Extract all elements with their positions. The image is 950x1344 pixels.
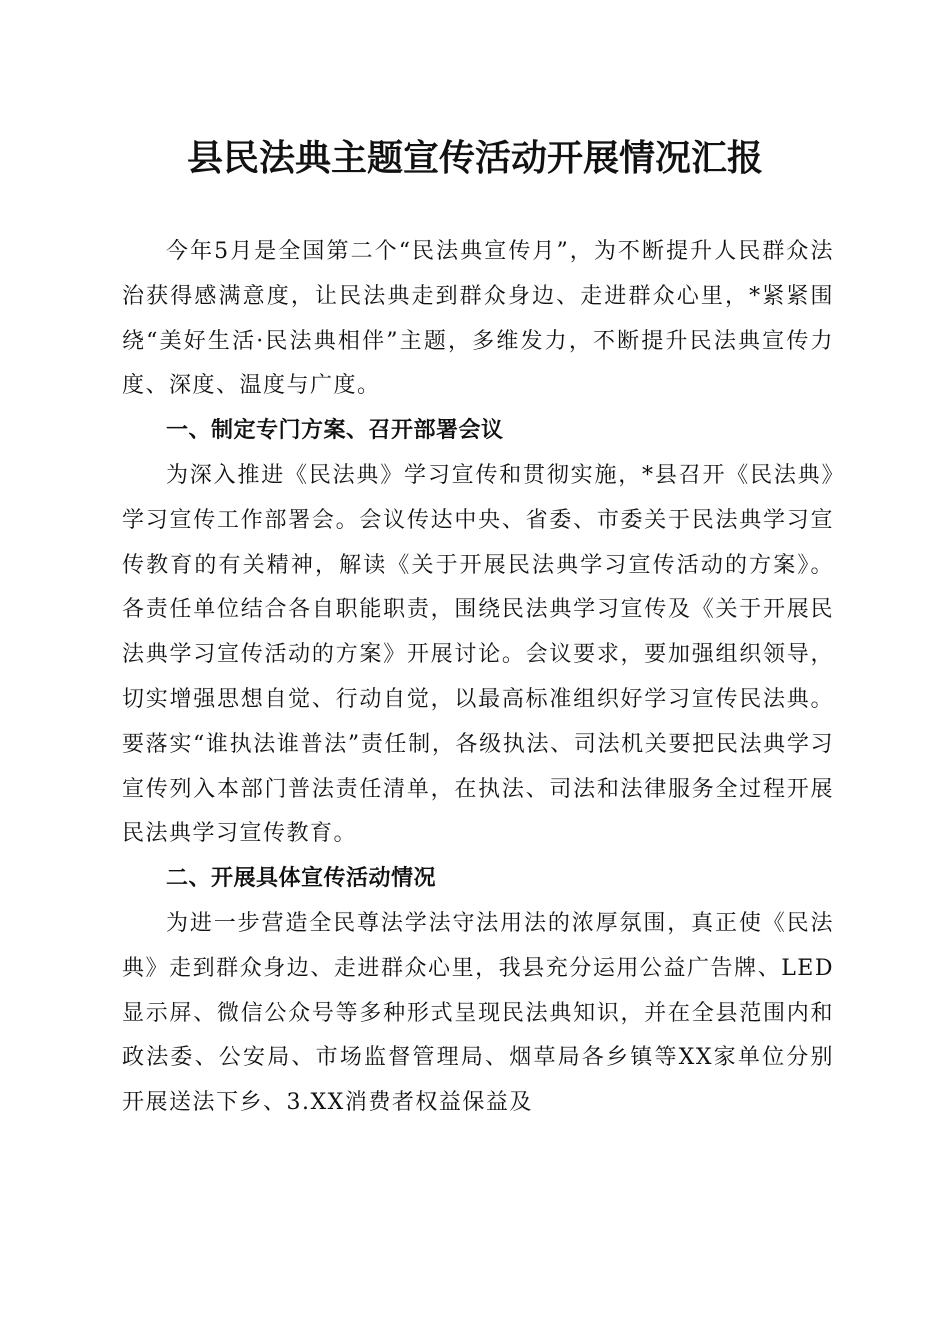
section-1-heading: 一、制定专门方案、召开部署会议 bbox=[166, 418, 504, 444]
section-1-paragraph: 为深入推进《民法典》学习宣传和贯彻实施，*县召开《民法典》学习宣传工作部署会。会议传达中央、省委、市委关于民法典学习宣传教育的有关精神，解读《关于开展民法典学习宣传活动的方案》。各责任单位结合各自职能职责，围绕民法典学习宣传及《关于开展民法典学习宣传活动的方案》开展讨论。会议要求，要加强组织领导，切实增强思想自觉、行动自觉，以最高标准组织好学习宣传民法典。要落实“谁执法谁普法”责任制，各级执法、司法机关要把民法典学习宣传列入本部门普法责任清单，在执法、司法和法律服务全过程开展民法典学习宣传教育。 bbox=[122, 462, 834, 847]
intro-paragraph: 今年5月是全国第二个“民法典宣传月”，为不断提升人民群众法治获得感满意度，让民法典走到群众身边、走进群众心里，*紧紧围绕“美好生活·民法典相伴”主题，多维发力，不断提升民法典宣传力度、深度、温度与广度。 bbox=[122, 239, 834, 399]
document-body bbox=[122, 230, 834, 1126]
document-title: 县民法典主题宣传活动开展情况汇报 bbox=[186, 138, 763, 179]
section-2-heading: 二、开展具体宣传活动情况 bbox=[166, 866, 437, 892]
section-2-paragraph: 为进一步营造全民尊法学法守法用法的浓厚氛围，真正使《民法典》走到群众身边、走进群众心里，我县充分运用公益广告牌、LED显示屏、微信公众号等多种形式呈现民法典知识，并在全县范围内和政法委、公安局、市场监督管理局、烟草局各乡镇等XX家单位分别开展送法下乡、3.XX消费者权益保益及 bbox=[122, 910, 834, 1116]
